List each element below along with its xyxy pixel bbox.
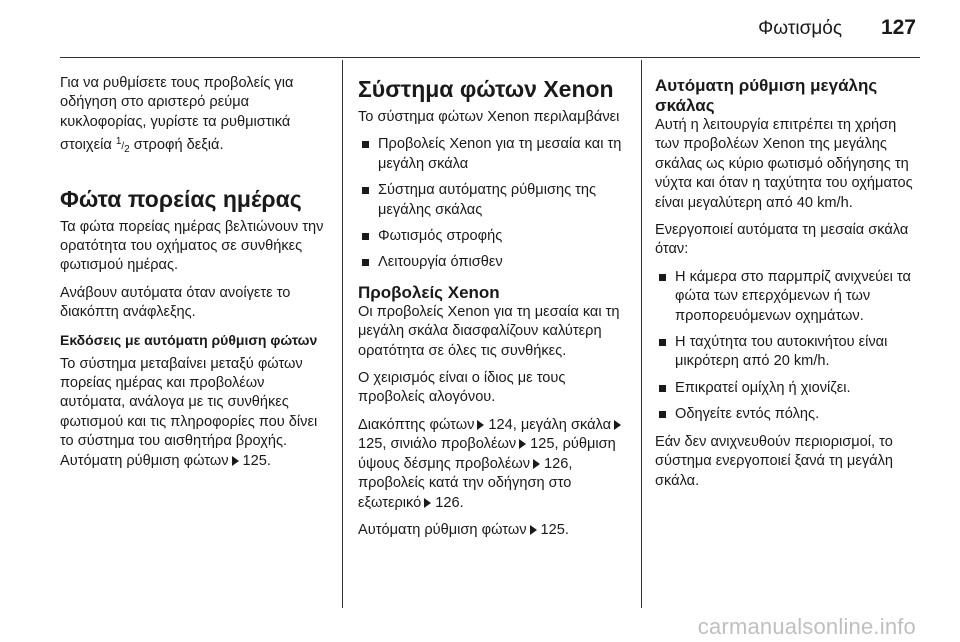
square-bullet-icon <box>659 274 666 281</box>
square-bullet-icon <box>362 233 369 240</box>
fraction: $^1/_2$ <box>115 136 130 156</box>
watermark: carmanualsonline.info <box>697 614 916 639</box>
high-beam-conditions-list <box>655 268 923 425</box>
section-title: Φωτισμός <box>758 18 842 39</box>
list-item: Οδηγείτε εντός πόλης. <box>655 405 923 424</box>
square-bullet-icon <box>362 187 369 194</box>
square-bullet-icon <box>362 141 369 148</box>
square-bullet-icon <box>659 411 666 418</box>
high-beam-paragraph: Εάν δεν ανιχνευθούν περιορισμοί, το σύστημα ενεργοποιεί ξανά τη μεγάλη σκάλα. <box>655 433 893 489</box>
list-item: Φωτισμός στροφής <box>358 227 626 246</box>
square-bullet-icon <box>362 259 369 266</box>
subheading-xenon-headlights: Προβολείς Xenon <box>358 282 500 302</box>
square-bullet-icon <box>659 339 666 346</box>
reference-arrow-icon <box>614 420 621 430</box>
list-item: Η ταχύτητα του αυτοκινήτου είναι μικρότερη από 20 km/h. <box>655 333 923 372</box>
page-reference-link[interactable]: 125. <box>540 521 569 538</box>
intro-paragraph: Για να ρυθμίσετε τους προβολείς για οδήγηση στο αριστερό ρεύμα κυκλοφορίας, γυρίστε τα ρυθμιστικά στοιχεία $^1/_2$ στροφή δεξιά. <box>60 75 294 156</box>
auto-lights-reference: Αυτόματη ρύθμιση φώτων 125. <box>358 521 569 538</box>
column-left <box>60 74 330 479</box>
column-middle <box>358 74 626 548</box>
subheading-auto-lights: Εκδόσεις με αυτόματη ρύθμιση φώτων <box>60 331 318 348</box>
high-beam-paragraph: Αυτή η λειτουργία επιτρέπει τη χρήση των προβολέων Xenon της μεγάλης σκάλας ως κύριο φωτισμό οδήγησης τη νύχτα και όταν η ταχύτητα του οχήματος είναι μεγαλύτερη από 40 km/h. <box>655 117 913 211</box>
reference-arrow-icon <box>232 456 239 466</box>
square-bullet-icon <box>659 385 666 392</box>
xenon-feature-list <box>358 135 626 272</box>
column-divider <box>342 60 343 608</box>
reference-arrow-icon <box>477 420 484 430</box>
cross-reference-paragraph: Διακόπτης φώτων 124, μεγάλη σκάλα125, σινιάλο προβολέων 125, ρύθμιση ύψους δέσμης προβολέων 126, προβολείς κατά την οδήγηση στο εξωτερικό 126. <box>358 416 626 513</box>
auto-lights-paragraph: Το σύστημα μεταβαίνει μεταξύ φώτων πορείας ημέρας και προβολέων αυτόματα, ανάλογα με τις συνθήκες φωτισμού και τις πληροφορίες που δίνει το σύστημα του αισθητήρα βροχής. Αυτόματη ρύθμιση φώτων 125. <box>60 355 318 469</box>
section-heading-auto-high-beam: Αυτόματη ρύθμιση μεγάλης σκάλας <box>655 76 878 115</box>
list-item: Λειτουργία όπισθεν <box>358 253 626 272</box>
drl-paragraph: Τα φώτα πορείας ημέρας βελτιώνουν την ορατότητα του οχήματος σε συνθήκες φωτισμού ημέρας. <box>60 218 324 274</box>
high-beam-paragraph: Ενεργοποιεί αυτόματα τη μεσαία σκάλα όταν: <box>655 222 909 258</box>
column-divider <box>641 60 642 608</box>
page-reference-link[interactable]: 125. <box>242 452 271 469</box>
reference-arrow-icon <box>530 525 537 535</box>
header-divider <box>60 57 920 58</box>
list-item: Η κάμερα στο παρμπρίζ ανιχνεύει τα φώτα των επερχόμενων ή των προπορευόμενων οχημάτων. <box>655 268 923 326</box>
reference-arrow-icon <box>519 439 526 449</box>
xenon-intro: Το σύστημα φώτων Xenon περιλαμβάνει <box>358 109 620 125</box>
column-right <box>655 74 923 499</box>
reference-arrow-icon <box>533 459 540 469</box>
page-number: 127 <box>880 16 916 39</box>
reference-arrow-icon <box>424 498 431 508</box>
drl-paragraph: Ανάβουν αυτόματα όταν ανοίγετε το διακόπτη ανάφλεξης. <box>60 284 291 321</box>
section-heading-drl: Φώτα πορείας ημέρας <box>60 185 302 212</box>
list-item: Επικρατεί ομίχλη ή χιονίζει. <box>655 379 923 398</box>
section-heading-xenon: Σύστημα φώτων Xenon <box>358 76 614 102</box>
xenon-paragraph: Ο χειρισμός είναι ο ίδιος με τους προβολείς αλογόνου. <box>358 370 566 406</box>
list-item: Σύστημα αυτόματης ρύθμισης της μεγάλης σκάλας <box>358 181 626 220</box>
list-item: Προβολείς Xenon για τη μεσαία και τη μεγάλη σκάλα <box>358 135 626 174</box>
page-header <box>0 0 960 60</box>
xenon-paragraph: Οι προβολείς Xenon για τη μεσαία και τη μεγάλη σκάλα διασφαλίζουν καλύτερη ορατότητα σε όλες τις συνθήκες. <box>358 303 620 359</box>
